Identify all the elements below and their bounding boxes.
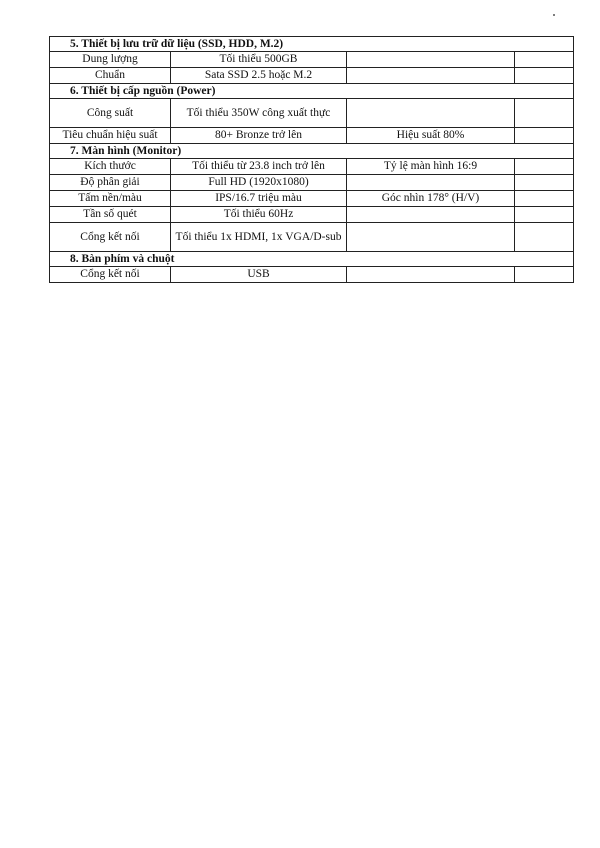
row-spec: 80+ Bronze trở lên (171, 128, 347, 144)
row-extra (515, 68, 574, 84)
table-row (50, 191, 574, 207)
section-title: 6. Thiết bị cấp nguồn (Power) (50, 84, 574, 99)
row-label: Tần số quét (50, 207, 171, 223)
row-label: Tấm nền/màu (50, 191, 171, 207)
table-row (50, 175, 574, 191)
row-spec: USB (171, 267, 347, 283)
row-extra (515, 267, 574, 283)
row-extra (515, 128, 574, 144)
spec-table (49, 36, 574, 283)
table-row (50, 223, 574, 252)
row-note: Góc nhìn 178° (H/V) (347, 191, 515, 207)
row-extra (515, 223, 574, 252)
section-row (50, 84, 574, 99)
row-spec: Tối thiểu 1x HDMI, 1x VGA/D-sub (171, 223, 347, 252)
row-note (347, 223, 515, 252)
row-note (347, 68, 515, 84)
table-row (50, 159, 574, 175)
row-label: Độ phân giải (50, 175, 171, 191)
table-row (50, 99, 574, 128)
row-spec: IPS/16.7 triệu màu (171, 191, 347, 207)
row-spec: Tối thiểu 60Hz (171, 207, 347, 223)
row-spec: Tối thiểu 500GB (171, 52, 347, 68)
table-row (50, 52, 574, 68)
row-note (347, 99, 515, 128)
row-spec: Sata SSD 2.5 hoặc M.2 (171, 68, 347, 84)
section-row (50, 252, 574, 267)
row-label: Tiêu chuẩn hiệu suất (50, 128, 171, 144)
row-note (347, 52, 515, 68)
row-spec: Tối thiểu 350W công xuất thực (171, 99, 347, 128)
row-note (347, 207, 515, 223)
row-extra (515, 52, 574, 68)
table-row (50, 267, 574, 283)
table-row (50, 128, 574, 144)
section-row (50, 37, 574, 52)
row-label: Chuẩn (50, 68, 171, 84)
row-label: Kích thước (50, 159, 171, 175)
section-title: 8. Bàn phím và chuột (50, 252, 574, 267)
table-row (50, 207, 574, 223)
row-label: Cổng kết nối (50, 267, 171, 283)
row-note: Hiệu suất 80% (347, 128, 515, 144)
row-spec: Full HD (1920x1080) (171, 175, 347, 191)
row-label: Cổng kết nối (50, 223, 171, 252)
row-note (347, 267, 515, 283)
row-spec: Tối thiểu từ 23.8 inch trở lên (171, 159, 347, 175)
row-extra (515, 99, 574, 128)
section-title: 7. Màn hình (Monitor) (50, 144, 574, 159)
row-label: Công suất (50, 99, 171, 128)
row-note (347, 175, 515, 191)
row-label: Dung lượng (50, 52, 171, 68)
row-extra (515, 207, 574, 223)
row-note: Tỷ lệ màn hình 16:9 (347, 159, 515, 175)
section-row (50, 144, 574, 159)
row-extra (515, 175, 574, 191)
scan-speck (553, 14, 555, 16)
table-row (50, 68, 574, 84)
section-title: 5. Thiết bị lưu trữ dữ liệu (SSD, HDD, M.2) (50, 37, 574, 52)
row-extra (515, 191, 574, 207)
row-extra (515, 159, 574, 175)
